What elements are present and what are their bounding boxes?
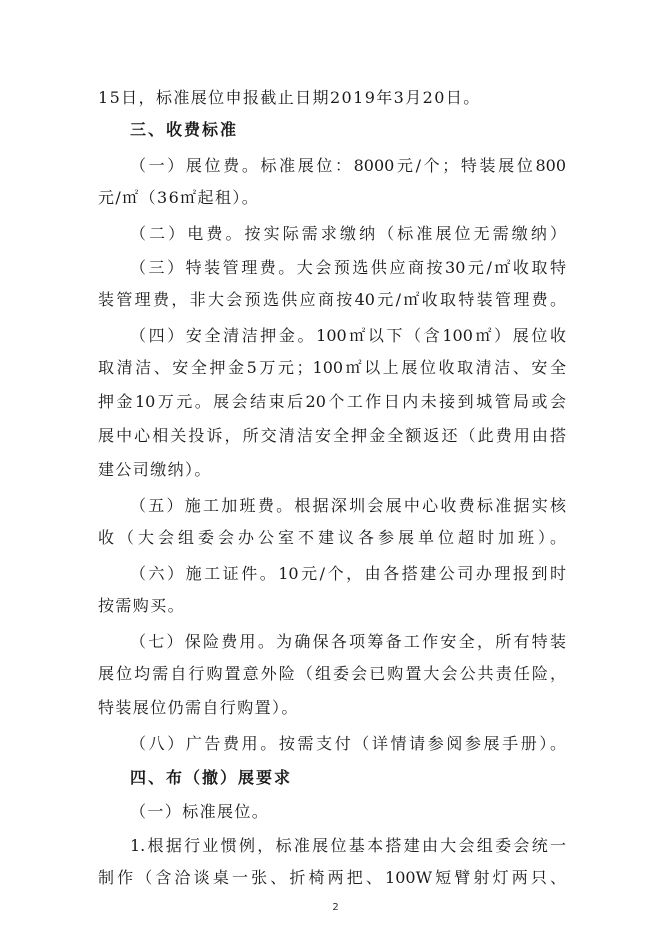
text-line: 收（大会组委会办公室不建议各参展单位超时加班）。 bbox=[98, 528, 566, 547]
text-line: 展位均需自行购置意外险（组委会已购置大会公共责任险， bbox=[98, 664, 566, 683]
text-line: （八）广告费用。按需支付（详情请参阅参展手册）。 bbox=[130, 734, 566, 753]
text-line: （六）施工证件。10元/个，由各搭建公司办理报到时 bbox=[130, 564, 566, 583]
text-line: 展中心相关投诉，所交清洁安全押金全额返还（此费用由搭 bbox=[98, 426, 566, 445]
text-line: 制作（含洽谈桌一张、折椅两把、100W短臂射灯两只、 bbox=[98, 868, 566, 887]
text-line: （四）安全清洁押金。100㎡以下（含100㎡）展位收 bbox=[130, 326, 566, 345]
text-line: 15日，标准展位申报截止日期2019年3月20日。 bbox=[98, 88, 481, 107]
text-line: 1.根据行业惯例，标准展位基本搭建由大会组委会统一 bbox=[130, 836, 566, 855]
text-line: 取清洁、安全押金5万元；100㎡以上展位收取清洁、安全 bbox=[98, 358, 566, 377]
text-line: 装管理费，非大会预选供应商按40元/㎡收取特装管理费。 bbox=[98, 290, 566, 309]
text-line: 元/㎡（36㎡起租）。 bbox=[98, 188, 260, 207]
text-line: 建公司缴纳）。 bbox=[98, 460, 212, 479]
text-line: （一）标准展位。 bbox=[130, 802, 270, 821]
page-number: 2 bbox=[332, 902, 339, 913]
text-line: （五）施工加班费。根据深圳会展中心收费标准据实核 bbox=[130, 496, 566, 515]
text-line: 按需购买。 bbox=[98, 596, 186, 615]
text-line: 押金10万元。展会结束后20个工作日内未接到城管局或会 bbox=[98, 392, 566, 411]
text-line: （三）特装管理费。大会预选供应商按30元/㎡收取特 bbox=[130, 258, 566, 277]
text-line: 特装展位仍需自行购置）。 bbox=[98, 698, 299, 717]
text-line: （二）电费。按实际需求缴纳（标准展位无需缴纳） bbox=[130, 224, 566, 243]
text-line: （七）保险费用。为确保各项筹备工作安全，所有特装 bbox=[130, 632, 566, 651]
section-heading: 三、收费标准 bbox=[130, 120, 239, 139]
section-heading: 四、布（撤）展要求 bbox=[130, 768, 293, 787]
text-line: （一）展位费。标准展位：8000元/个；特装展位800 bbox=[130, 156, 566, 175]
